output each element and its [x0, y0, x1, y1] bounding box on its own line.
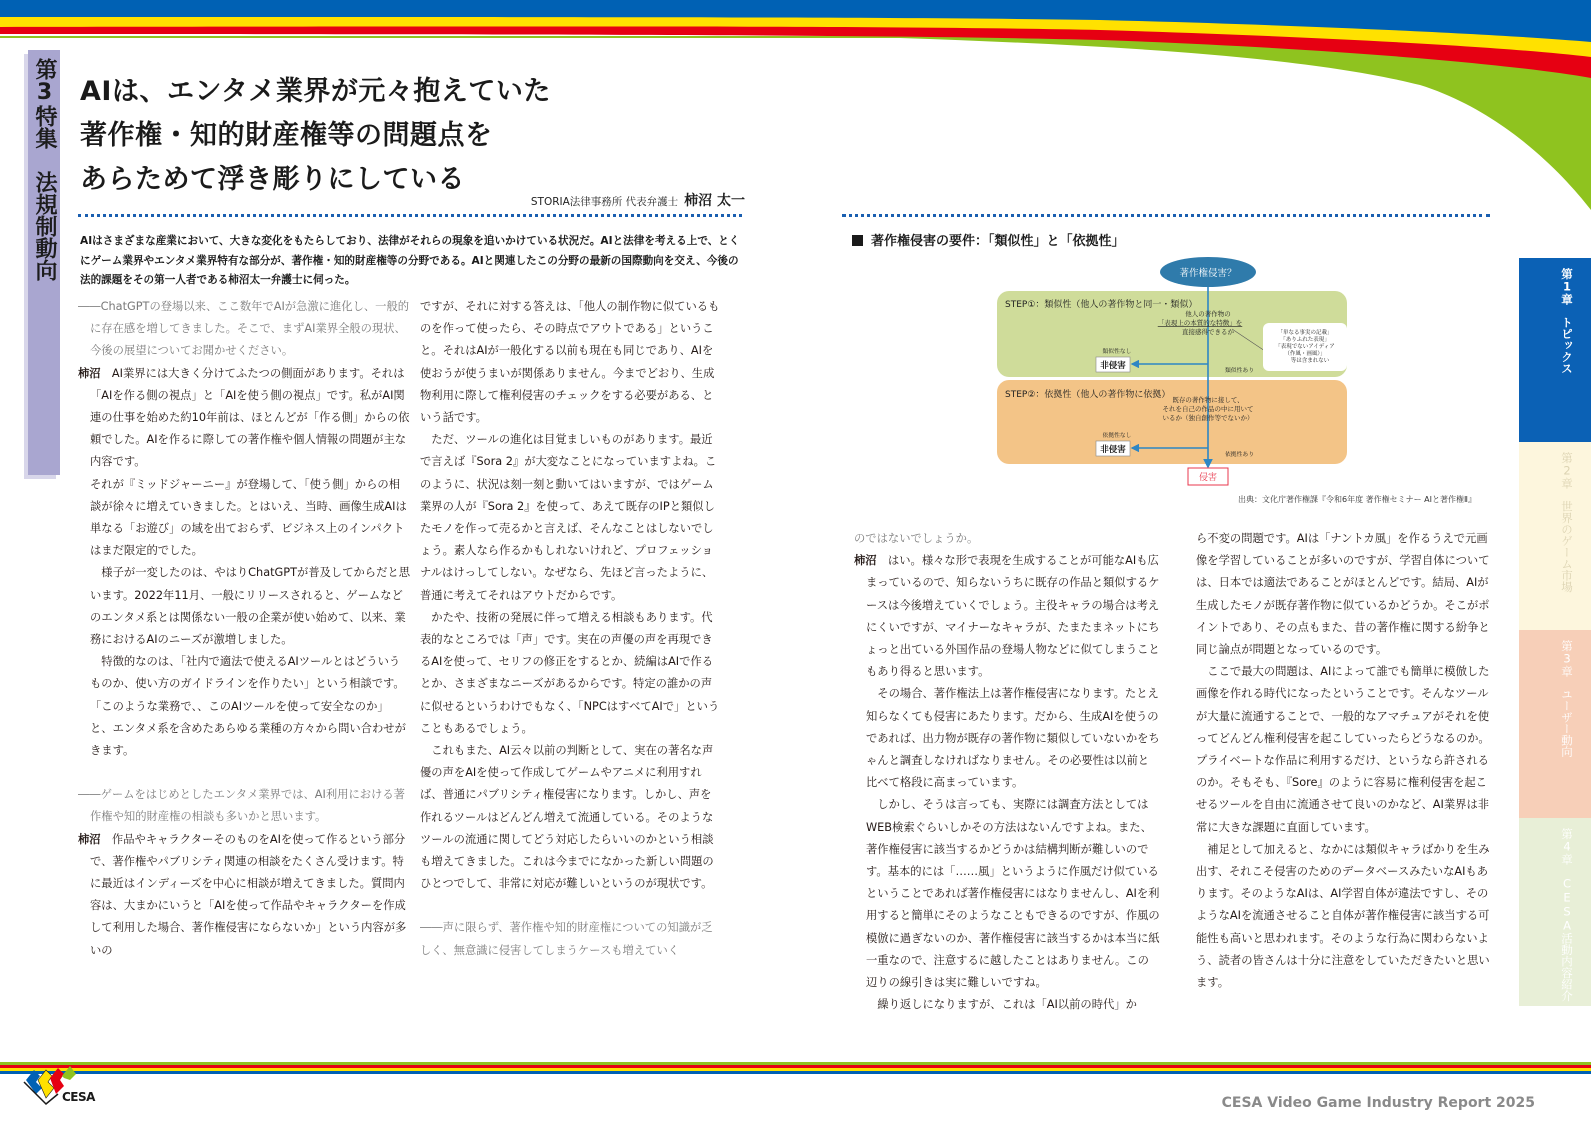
author-affiliation: STORIA法律事務所 代表弁護士 [530, 196, 679, 208]
section-topic: 法規制動向 [32, 171, 57, 281]
body-column-1 [78, 296, 410, 962]
non-infringement-label: 非侵害 [1100, 445, 1126, 455]
cesa-logo-text: CESA [62, 1090, 95, 1104]
answer-text: AI業界には大きく分けてふたつの側面があります。それは「AIを作る側の視点」と「AIを使う側の視点」です。私がAI関連の仕事を始めた約10年前は、ほとんどが「作る側」からの依頼でした。AIを作るに際しての著作権や個人情報の問題が主な内容です。 [90, 366, 410, 469]
dotted-divider [78, 214, 742, 217]
body-paragraph: これもまた、AI云々以前の判断として、実在の著名な声優の声をAIを使って作成してゲームやアニメに利用すれば、普通にパブリシティ権侵害になります。しかし、声を作れるツールはどんどん増えて流通している。そのようなツールの流通に関してどう対応したらいいのかという相談も増えてきました。これは今までになかった新しい問題のひとつでして、非常に対応が難しいというのが現状です。 [420, 744, 714, 891]
figure-title-text: 著作権侵害の要件：「類似性」と「依拠性」 [871, 234, 1125, 249]
cesa-logo [18, 1058, 118, 1118]
step2-question: 既存の著作物に接して、 [1172, 396, 1244, 404]
dotted-divider [842, 214, 1490, 217]
copyright-infringement-flowchart [995, 255, 1350, 490]
step2-question: それを自己の作品の中に用いて [1162, 405, 1254, 413]
note-line: （作風・画風）」 [1284, 351, 1326, 357]
body-paragraph: 特徴的なのは、「社内で適法で使えるAIツールとはどういうものか、使い方のガイドラインを作りたい」という相談です。「このような業務で、、このAIツールを使って安全なのか」と、エンタメ系を含めたあらゆる業種の方々から問い合わせがきます。 [90, 655, 406, 758]
step1-question: 他人の著作物の [1185, 310, 1231, 318]
step1-title: STEP①：類似性（他人の著作物と同一・類似） [1005, 300, 1198, 310]
answer-text: 作品やキャラクターそのものをAIを使って作るという部分で、著作権やパブリシティ関連の相談をたくさん受けます。特に最近はインディーズを中心に相談が増えてきました。質問内容は、大まかにいうと「AIを使って作品やキャラクターを作成して利用した場合、著作権侵害にならないか」という内容が多いの [90, 832, 407, 957]
section-side-label [28, 50, 60, 475]
speaker-name: 柿沼 [854, 554, 877, 568]
step1-question: 「表現上の本質的な特徴」を [1157, 319, 1243, 327]
step2-yes-label: 依拠性あり [1225, 452, 1254, 458]
headline-line: AIは、エンタメ業界が元々抱えていた [80, 76, 551, 107]
body-paragraph: ここで最大の問題は、AIによって誰でも簡単に模倣した画像を作れる時代になったということです。そんなツールが大量に流通することで、一般的なアマチュアがそれを使ってどんどん権利侵害を起こしていったらどうなるのか。プライベートな作品に利用するだけ、というなら許されるのか。そもそも、『Sore』のように容易に権利侵害を起こせるツールを自由に流通させて良いのかなど、AI業界は非常に大きな課題に直面しています。 [1196, 665, 1490, 834]
interviewer-question: のではないでしょうか。 [854, 532, 979, 545]
chapter-tab-1[interactable]: 第1章 トピックス [1519, 258, 1591, 442]
answer-paragraph [78, 829, 410, 962]
body-paragraph: かたや、技術の発展に伴って増える相談もあります。代表的なところでは「声」です。実在の声優の声を再現できるAIを使って、セリフの修正をするとか、続編はAIで作るとか、さまざまなニーズがあるからです。特定の誰かの声に似せるというわけでもなく、「NPCはすべてAIで」ということもあるでしょう。 [420, 610, 720, 735]
body-column-2 [420, 296, 720, 962]
body-paragraph: 補足として加えると、なかには類似キャラばかりを生み出す、それこそ侵害のためのデータベースみたいなAIもあります。そのようなAIは、AI学習自体が違法ですし、そのようなAIを流通させること自体が著作権侵害に該当する可能性も高いと思われます。そのような行為に関わらないよう、読者の皆さんは十分に注意をしていただきたいと思います。 [1196, 842, 1490, 990]
headline-line: あらためて浮き彫りにしている [80, 164, 465, 195]
step2-no-label: 依拠性なし [1102, 433, 1132, 439]
speaker-name: 柿沼 [78, 366, 101, 380]
interviewer-question: ――ChatGPTの登場以来、ここ数年でAIが急激に進化し、一般的に存在感を増してきました。そこで、まずAI業界全般の現状、今後の展望についてお聞かせください。 [78, 300, 410, 358]
square-bullet-icon [852, 235, 863, 246]
figure-title [852, 230, 1125, 249]
answer-paragraph [78, 363, 410, 474]
footer-color-stripes [0, 1062, 1591, 1074]
body-column-3 [854, 528, 1160, 1016]
chapter-tab-2[interactable]: 第2章 世界のゲーム市場 [1519, 442, 1591, 630]
note-line: 「単なる事実の記載」 [1277, 330, 1333, 336]
step1-no-label: 類似性なし [1102, 349, 1132, 355]
non-infringement-label: 非侵害 [1100, 361, 1126, 371]
chapter-tab-4[interactable]: 第4章 CESA活動内容紹介 [1519, 818, 1591, 1006]
body-paragraph: 様子が一変したのは、やはりChatGPTが普及してからだと思います。2022年11月、一般にリリースされると、ゲームなどのエンタメ系とは関係ない一般の企業が使い始めて、以来、業務におけるAIのニーズが激増しました。 [90, 566, 410, 647]
interviewer-question: ――ゲームをはじめとしたエンタメ業界では、AI利用における著作権や知的財産権の相談も多いかと思います。 [78, 788, 405, 824]
report-title: CESA Video Game Industry Report 2025 [1221, 1095, 1535, 1111]
author-name: 柿沼 太一 [684, 193, 745, 209]
byline [380, 190, 745, 210]
note-line: 等は含まれない [1290, 358, 1330, 364]
note-line: 「ありふれた表現」 [1280, 337, 1330, 343]
answer-text: はい。様々な形で表現を生成することが可能なAIも広まっているので、知らないうちに既存の作品と類似するケースは今後増えていくでしょう。主役キャラの場合は考えにくいですが、マイナーなキャラが、たまたまネットにちょっと出ている外国作品の登場人物などに似てしまうこともあり得ると思います。 [866, 554, 1160, 679]
interviewer-question: ――声に限らず、著作権や知的財産権についての知識が乏しく、無意識に侵害してしまうケースも増えていく [420, 921, 713, 957]
step1-question: 直接感得できるか [1182, 328, 1234, 336]
start-node-label: 著作権侵害？ [1179, 268, 1237, 279]
speaker-name: 柿沼 [78, 832, 101, 846]
infringement-label: 侵害 [1198, 473, 1218, 483]
headline-line: 著作権・知的財産権等の問題点を [80, 120, 493, 151]
body-paragraph: しかし、そうは言っても、実際には調査方法としてはWEB検索ぐらいしかその方法はないんですよね。また、著作権侵害に該当するかどうかは結構判断が難しいのです。基本的には「……風」というように作風だけ似ているということであれば著作権侵害にはなりませんし、AIを利用すると簡単にそのようなこともできるのですが、作風の模倣に過ぎないのか、著作権侵害に該当するかは本当に紙一重なので、注意するに越したことはありません。この辺りの線引きは実に難しいですね。 [866, 798, 1160, 990]
figure-source: 出典：文化庁著作権課『令和6年度 著作権セミナー AIと著作権Ⅱ』 [1238, 495, 1476, 504]
lead-paragraph: AIはさまざまな産業において、大きな変化をもたらしており、法律がそれらの現象を追いかけている状況だ。AIと法律を考える上で、とくにゲーム業界やエンタメ業界特有な部分が、著作権・知的財産権等の分野である。AIと関連したこの分野の最新の国際動向を交え、今後の法的課題をその第一人者である柿沼太一弁護士に伺った。 [80, 235, 740, 286]
step2-title: STEP②：依拠性（他人の著作物に依拠） [1005, 390, 1171, 400]
body-paragraph: その場合、著作権法上は著作権侵害になります。たとえ知らなくても侵害にあたります。だから、生成AIを使うのであれば、出力物が既存の著作物に類似していないかをちゃんと調査しなければなりません。その必要性は以前と比べて格段に高まっています。 [866, 687, 1160, 790]
body-paragraph: ただ、ツールの進化は目覚ましいものがあります。最近で言えば『Sora 2』が大変なことになっていますよね。このように、状況は刻一刻と動いてはいますが、ではゲーム業界の人が『Sora 2』を使って、あえて既存のIPと類似したモノを作って売るかと言えば、そんなことはしないでしょう。素人なら作るかもしれないけれど、プロフェッショナルはけっしてしない。なぜなら、先ほど言ったように、普通に考えてそれはアウトだからです。 [420, 433, 717, 602]
step2-question: いるか（独自創作等でないか） [1162, 414, 1254, 422]
body-paragraph: 繰り返しになりますが、これは「AI以前の時代」か [877, 998, 1137, 1012]
body-paragraph: ら不変の問題です。AIは「ナントカ風」を作るうえで元画像を学習していることが多いのですが、学習自体については、日本では適法であることがほとんどです。結局、AIが生成したモノが既存著作物に似ているかどうか。そこがポイントであり、その点もまた、昔の著作権に関する紛争と同じ論点が問題となっているのです。 [1196, 532, 1490, 657]
article-headline [80, 70, 780, 202]
section-number: 第3特集 [32, 58, 57, 149]
body-paragraph: ですが、それに対する答えは、「他人の制作物に似ているものを作って使ったら、その時点でアウトである」ということ。それはAIが一般化する以前も現在も同じであり、AIを使おうが使うまいが関係ありません。今までどおり、生成物利用に際して権利侵害のチェックをする必要がある、という話です。 [420, 300, 720, 425]
answer-paragraph [854, 550, 1160, 683]
chapter-tab-3[interactable]: 第3章 ユーザー動向 [1519, 630, 1591, 818]
body-column-4 [1196, 528, 1496, 994]
step1-yes-label: 類似性あり [1225, 368, 1254, 374]
note-line: 「表現でないアイディア [1275, 344, 1335, 350]
body-paragraph: それが『ミッドジャーニー』が登場して、「使う側」からの相談が徐々に増えていきました。とはいえ、当時、画像生成AIは単なる「お遊び」の域を出ておらず、ビジネス上のインパクトはまだ限定的でした。 [90, 477, 407, 558]
